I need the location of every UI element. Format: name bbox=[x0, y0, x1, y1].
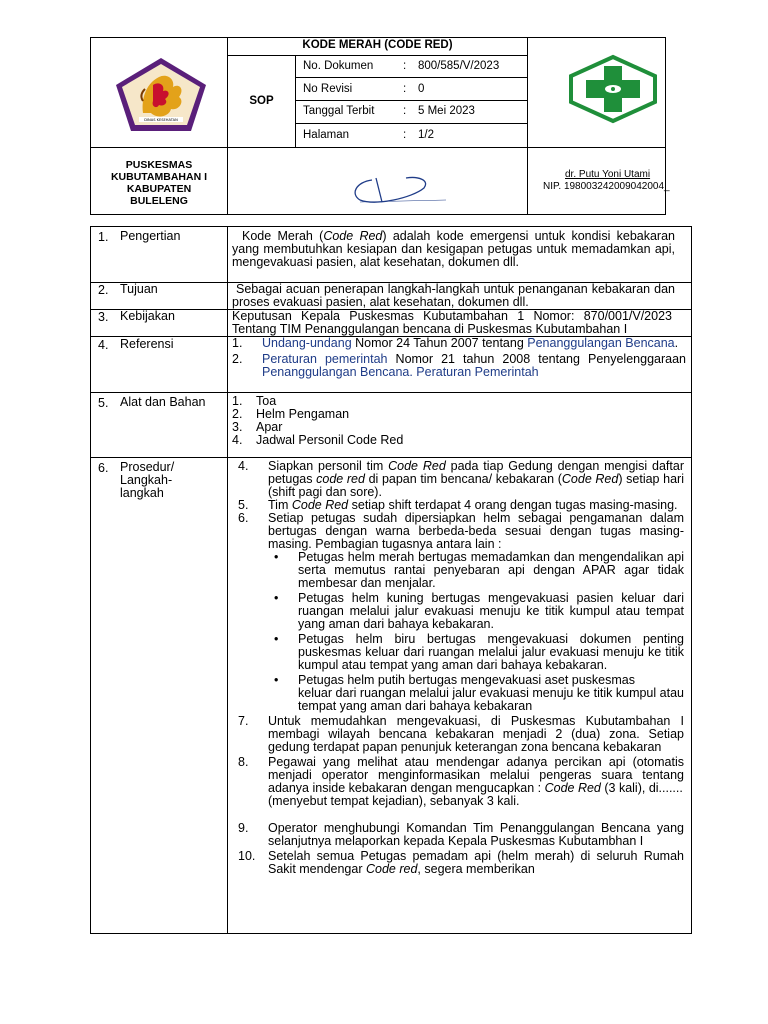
header-divider bbox=[227, 37, 228, 215]
list-number: 1. bbox=[232, 394, 243, 408]
row-number: 3. bbox=[98, 310, 109, 324]
bullet-text: Petugas helm biru bertugas mengevakuasi dokumen penting puskesmas keluar dari ruangan melalui jalur evakuasi menuju ke titik kumpul atau tempat yang aman dari bahaya kebakaran. bbox=[298, 632, 684, 672]
field-sep: : bbox=[403, 129, 407, 141]
field-no-dokumen-value: 800/585/V/2023 bbox=[418, 60, 500, 72]
text-run: Code Red bbox=[544, 781, 601, 795]
alat-text: Helm Pengaman bbox=[256, 407, 350, 421]
list-number: 2. bbox=[232, 352, 243, 366]
signature bbox=[342, 166, 454, 210]
text-run: setiap shift terdapat 4 orang dengan tugas masing-masing. bbox=[348, 498, 678, 512]
row-label-line: Prosedur/ bbox=[120, 460, 175, 474]
prosedur-step bbox=[238, 512, 684, 713]
alat-item bbox=[232, 434, 672, 447]
text-run: (menyebut tempat kejadian), sebanyak 3 kali. bbox=[268, 794, 520, 808]
field-sep: : bbox=[403, 105, 407, 117]
district-logo bbox=[113, 55, 209, 135]
list-number: 5. bbox=[238, 498, 249, 512]
row-number: 1. bbox=[98, 230, 109, 244]
text-run: code red bbox=[316, 472, 365, 486]
row-label-tujuan: Tujuan bbox=[120, 282, 158, 296]
tugas-bullet bbox=[268, 633, 684, 672]
field-halaman-value: 1/2 bbox=[418, 129, 434, 141]
prosedur-step bbox=[238, 822, 684, 848]
text-run: Nomor 21 tahun 2008 tentang Penyelenggaraan bbox=[387, 352, 686, 366]
org-name bbox=[91, 159, 227, 207]
text-run: Penanggulangan Bencana bbox=[262, 365, 410, 379]
header-divider bbox=[90, 147, 666, 148]
document-title: KODE MERAH (CODE RED) bbox=[302, 39, 453, 51]
text-run: Kode Merah ( bbox=[242, 229, 324, 243]
header-divider bbox=[527, 37, 528, 215]
tugas-bullet bbox=[268, 551, 684, 590]
header-divider bbox=[295, 123, 527, 124]
alat-list bbox=[232, 395, 672, 447]
body-divider bbox=[90, 457, 692, 458]
text-run: Setiap petugas sudah dipersiapkan helm sebagai pengamanan dalam bertugas dengan warna berbeda-beda sesuai dengan tugas masing- masing. Pembagian tugasnya antara lain : bbox=[268, 511, 684, 551]
list-number: 7. bbox=[238, 714, 249, 728]
sop-label: SOP bbox=[249, 95, 274, 107]
text-run: Penanggulangan Bencana bbox=[527, 336, 675, 350]
text-run: Nomor 24 Tahun 2007 tentang bbox=[351, 336, 528, 350]
text-run: Siapkan personil tim bbox=[268, 459, 389, 473]
list-number: 2. bbox=[232, 407, 243, 421]
kebijakan-text: Keputusan Kepala Puskesmas Kubutambahan 1 Nomor: 870/001/V/2023 Tentang TIM Penanggulangan bencana di Puskesmas Kubutambahan I bbox=[232, 309, 672, 336]
text-run: di papan tim bencana/ kebakaran ( bbox=[364, 472, 562, 486]
bullet-text: Petugas helm putih bertugas mengevakuasi aset puskesmas bbox=[298, 673, 635, 687]
list-number: 10. bbox=[238, 849, 256, 863]
prosedur-step bbox=[238, 850, 684, 876]
row-number: 5. bbox=[98, 396, 109, 410]
list-number: 8. bbox=[238, 755, 249, 769]
text-run: pada tiap Gedung dengan mengisi daftar petugas bbox=[268, 459, 684, 486]
text-run: ) setiap hari (shift pagi dan sore). bbox=[268, 472, 684, 499]
list-number: 1. bbox=[232, 336, 243, 350]
field-halaman-label: Halaman bbox=[303, 129, 350, 141]
row-label-referensi: Referensi bbox=[120, 337, 174, 351]
field-tanggal-label: Tanggal Terbit bbox=[303, 105, 375, 117]
prosedur-list bbox=[238, 460, 684, 876]
text-run: Peraturan pemerintah bbox=[262, 352, 388, 366]
text-run: . bbox=[674, 336, 679, 350]
logo-caption: DINAS KESEHATAN bbox=[144, 118, 178, 123]
field-no-revisi-label: No Revisi bbox=[303, 83, 353, 95]
tugas-bullet-continuation bbox=[268, 687, 684, 713]
field-no-revisi-value: 0 bbox=[418, 83, 425, 95]
tujuan-text: Sebagai acuan penerapan langkah-langkah untuk penanganan kebakaran dan proses evakuasi pasien, alat kesehatan, dokumen dll. bbox=[232, 282, 675, 309]
row-label-alat: Alat dan Bahan bbox=[120, 395, 206, 409]
bullet-icon: • bbox=[274, 673, 279, 687]
text-run: Tim bbox=[268, 498, 292, 512]
text-run: (3 kali), di....... bbox=[600, 781, 683, 795]
text-run: , segera memberikan bbox=[417, 862, 535, 876]
list-number: 3. bbox=[232, 420, 243, 434]
field-sep: : bbox=[403, 60, 407, 72]
prosedur-step bbox=[238, 756, 684, 808]
signer-nip: NIP. 198003242009042004_ bbox=[543, 181, 670, 192]
puskesmas-logo bbox=[566, 54, 660, 124]
header-divider bbox=[227, 55, 527, 56]
bullet-icon: • bbox=[274, 550, 279, 564]
text-run: Untuk memudahkan mengevakuasi, di Puskesmas Kubutambahan I membagi wilayah bencana kebakaran menjadi 2 (dua) zona. Setiap gedung terdapat papan penunjuk keterangan zona bencana kebakaran bbox=[268, 714, 684, 754]
prosedur-step bbox=[238, 715, 684, 754]
bullet-icon: • bbox=[274, 591, 279, 605]
header-divider bbox=[295, 100, 527, 101]
bullet-text: Petugas helm kuning bertugas mengevakuasi pasien keluar dari ruangan melalui jalur evakuasi menuju ke titik kumpul atau tempat yang aman dari bahaya kebakaran. bbox=[298, 591, 684, 631]
alat-text: Toa bbox=[256, 394, 277, 408]
referensi-item bbox=[232, 337, 686, 350]
text-run: . Peraturan Pemerintah bbox=[409, 365, 539, 379]
org-line: KABUPATEN bbox=[126, 183, 192, 195]
org-line: KUBUTAMBAHAN I bbox=[110, 171, 208, 183]
text-run: Code red bbox=[365, 862, 418, 876]
row-number: 6. bbox=[98, 461, 109, 475]
text-run: Setelah semua Petugas pemadam api (helm merah) di seluruh Rumah Sakit mendengar bbox=[268, 849, 684, 876]
text-run: Operator menghubungi Komandan Tim Penanggulangan Bencana yang selanjutnya melaporkan kepada Kepala Puskesmas Kubutambhan I bbox=[268, 821, 684, 848]
field-tanggal-value: 5 Mei 2023 bbox=[418, 105, 475, 117]
signer-name: dr. Putu Yoni Utami bbox=[565, 169, 651, 180]
list-number: 4. bbox=[238, 459, 249, 473]
referensi-item bbox=[232, 353, 686, 379]
text-run: Code Red bbox=[561, 472, 619, 486]
alat-text: Apar bbox=[256, 420, 283, 434]
text-run: Code Red bbox=[388, 459, 446, 473]
text-run: ) adalah kode emergensi untuk kondisi kebakaran yang membutuhkan kesiapan dan kesigapan petugas untuk memadamkan api, mengevakuasi pasien, alat kesehatan, dokumen dll. bbox=[232, 229, 675, 269]
field-sep: : bbox=[403, 83, 407, 95]
bullet-icon: • bbox=[274, 632, 279, 646]
header-divider bbox=[295, 55, 296, 147]
text-run: Pegawai yang melihat atau mendengar adanya percikan api (otomatis menjadi operator menginformasikan melalui pengeras suara tentang adanya inside kebakaran dengan mengucapkan : bbox=[268, 755, 684, 795]
row-label-prosedur bbox=[120, 461, 174, 500]
body-divider bbox=[227, 226, 228, 934]
text-run: Code Red bbox=[323, 229, 383, 243]
row-number: 4. bbox=[98, 338, 109, 352]
pengertian-text bbox=[232, 230, 675, 269]
bullet-text: Petugas helm merah bertugas memadamkan dan mengendalikan api serta memutus rantai penyebaran api dengan APAR agar tidak membesar dan menjalar. bbox=[298, 550, 684, 590]
list-number: 4. bbox=[232, 433, 243, 447]
row-label-line: Langkah- bbox=[120, 473, 173, 487]
list-number: 6. bbox=[238, 511, 249, 525]
bullet-text: keluar dari ruangan melalui jalur evakuasi menuju ke titik kumpul atau tempat yang aman dari bahaya kebakaran bbox=[298, 686, 684, 713]
row-label-pengertian: Pengertian bbox=[120, 229, 181, 243]
org-line: PUSKESMAS bbox=[125, 159, 193, 171]
prosedur-step bbox=[238, 460, 684, 499]
referensi-list bbox=[232, 337, 686, 379]
header-divider bbox=[295, 77, 527, 78]
row-number: 2. bbox=[98, 283, 109, 297]
tugas-bullet bbox=[268, 592, 684, 631]
list-number: 9. bbox=[238, 821, 249, 835]
text-run: Undang-undang bbox=[262, 336, 352, 350]
alat-text: Jadwal Personil Code Red bbox=[256, 433, 404, 447]
row-label-line: langkah bbox=[120, 486, 164, 500]
alat-item bbox=[232, 408, 672, 421]
org-line: BULELENG bbox=[130, 195, 188, 207]
text-run: Code Red bbox=[291, 498, 349, 512]
field-no-dokumen-label: No. Dokumen bbox=[303, 60, 374, 72]
row-label-kebijakan: Kebijakan bbox=[120, 309, 175, 323]
body-divider bbox=[90, 392, 692, 393]
